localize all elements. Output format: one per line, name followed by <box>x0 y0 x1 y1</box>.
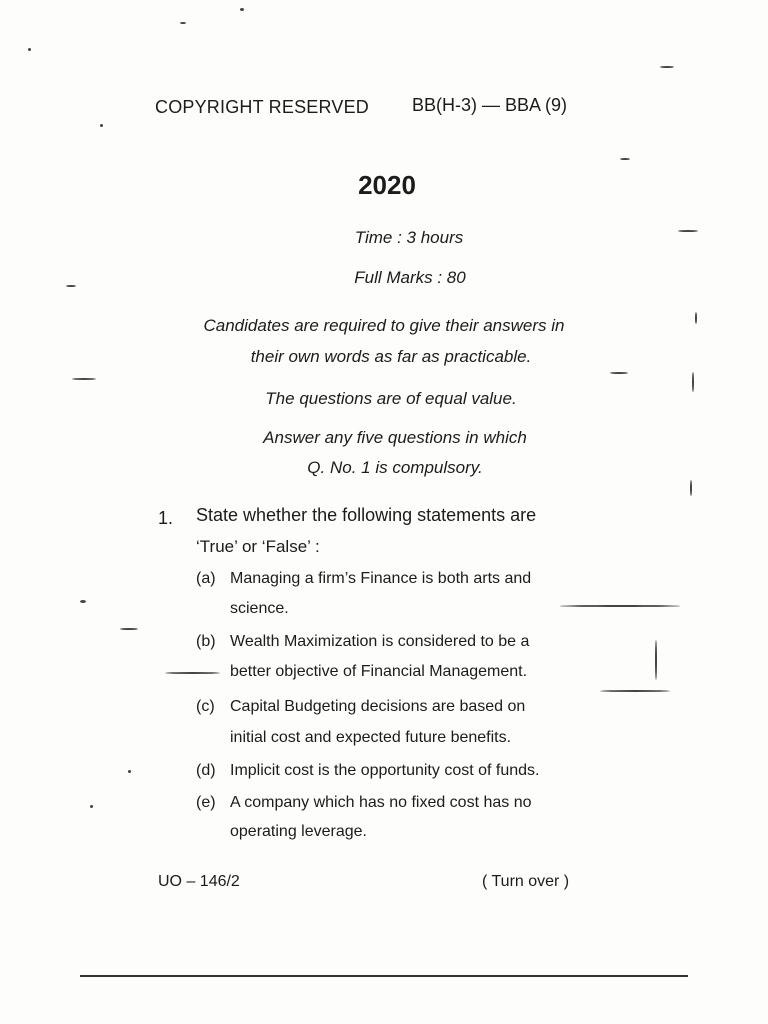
option-letter: (c) <box>196 698 215 715</box>
full-marks: Full Marks : 80 <box>354 268 466 287</box>
option-text: A company which has no fixed cost has no <box>230 794 532 811</box>
option-letter: (d) <box>196 762 216 779</box>
option-text: initial cost and expected future benefits. <box>230 729 512 746</box>
option-letter: (b) <box>196 633 216 650</box>
option-text: science. <box>230 600 289 617</box>
question-text: State whether the following statements are <box>196 505 537 525</box>
option-letter: (e) <box>196 794 216 811</box>
option-text: Implicit cost is the opportunity cost of funds. <box>230 762 540 779</box>
instruction-line: their own words as far as practicable. <box>250 347 532 366</box>
instruction-line: Answer any five questions in which <box>263 428 527 447</box>
option-text: Managing a firm’s Finance is both arts and <box>230 570 532 587</box>
question-text: ‘True’ or ‘False’ : <box>196 537 320 556</box>
copyright-label: COPYRIGHT RESERVED <box>155 97 369 117</box>
option-text: Capital Budgeting decisions are based on <box>230 698 526 715</box>
time-allowed: Time : 3 hours <box>354 228 464 247</box>
option-text: Wealth Maximization is considered to be a <box>230 633 530 650</box>
footer-code: UO – 146/2 <box>158 873 240 890</box>
question-number: 1. <box>158 508 174 528</box>
paper-code: BB(H-3) — BBA (9) <box>412 95 568 115</box>
instruction-line: Q. No. 1 is compulsory. <box>307 458 483 477</box>
option-text: operating leverage. <box>230 823 367 840</box>
option-text: better objective of Financial Management. <box>230 663 528 680</box>
exam-year: 2020 <box>358 170 416 200</box>
bottom-divider <box>80 975 688 977</box>
option-letter: (a) <box>196 570 216 587</box>
instruction-line: Candidates are required to give their answers in <box>203 316 565 335</box>
instruction-line: The questions are of equal value. <box>265 389 517 408</box>
turn-over-label: ( Turn over ) <box>482 873 570 890</box>
